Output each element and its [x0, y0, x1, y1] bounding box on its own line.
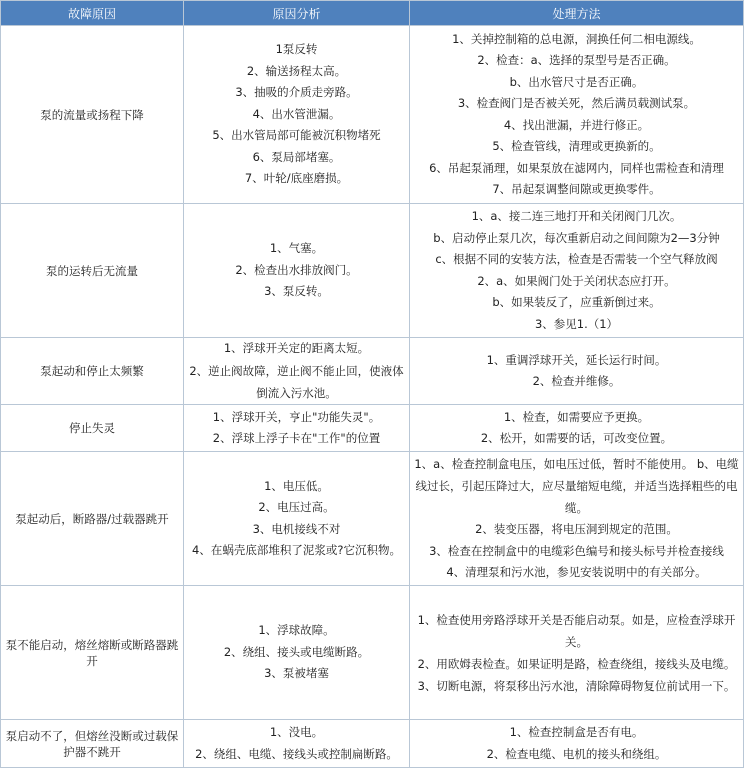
- analysis-line: 4、出水管泄漏。: [252, 106, 341, 121]
- method-line: 2、检查：a、选择的泵型号是否正确。: [477, 53, 676, 67]
- method-cell: [410, 720, 744, 768]
- analysis-line: 3、抽吸的介质走旁路。: [235, 85, 358, 100]
- analysis-line: 1泵反转: [275, 42, 318, 57]
- analysis-line: 3、泵反转。: [264, 284, 329, 299]
- method-line: 5、检查管线，清理或更换新的。: [492, 139, 661, 153]
- header-analysis: 原因分析: [184, 1, 410, 26]
- analysis-line: 2、电压过高。: [258, 500, 335, 514]
- method-line: b、出水管尺寸是否正确。: [509, 74, 644, 89]
- method-line: 4、找出泄漏，并进行修正。: [503, 117, 650, 132]
- cause-cell: 泵起动和停止太频繁: [1, 338, 184, 405]
- method-line: 1、关掉控制箱的总电源，洞换任何二相电源线。: [452, 31, 701, 46]
- analysis-line: 1、气塞。: [269, 241, 324, 256]
- analysis-line: 5、出水管局部可能被沉积物堵死: [212, 128, 381, 143]
- method-cell: [410, 405, 744, 452]
- analysis-cell: [184, 452, 410, 586]
- header-row: [1, 1, 744, 26]
- analysis-line: 7、叶轮/底座磨损。: [244, 171, 349, 186]
- analysis-cell: [184, 405, 410, 452]
- method-line: 2、装变压器，将电压洞到规定的范围。: [475, 522, 678, 537]
- analysis-line: 1、没电。: [269, 725, 324, 739]
- cause-cell: 泵的流量或扬程下降: [1, 26, 184, 204]
- analysis-line: 2、逆止阀故障，逆止阀不能止回，使液体倒流入污水池。: [189, 363, 404, 400]
- method-line: 1、检查控制盒是否有电。: [509, 725, 644, 739]
- analysis-line: 4、在蜗壳底部堆积了泥浆或?它沉积物。: [192, 543, 401, 557]
- method-line: 3、检查阀门是否被关死，然后满员载测试泵。: [457, 96, 696, 110]
- analysis-line: 1、电压低。: [264, 478, 329, 493]
- method-line: 3、参见1.（1）: [534, 316, 619, 331]
- method-line: 1、检查使用旁路浮球开关是否能启动泵。如是，应检查浮球开关。: [417, 612, 736, 649]
- method-cell: [410, 204, 744, 338]
- table-row: [1, 720, 744, 768]
- analysis-line: 2、浮球上浮子卡在"工作"的位置: [212, 431, 381, 445]
- method-line: 2、检查并维修。: [532, 374, 621, 388]
- table-row: [1, 405, 744, 452]
- cause-cell: 泵不能启动，熔丝熔断或断路器跳开: [1, 586, 184, 720]
- cause-cell: 泵启动不了，但熔丝没断或过载保护器不跳开: [1, 720, 184, 768]
- method-line: 2、用欧姆表检查。如果证明是路，检查绕组，接线头及电缆。: [417, 656, 736, 671]
- method-cell: [410, 452, 744, 586]
- method-line: 4、清理泵和污水池，参见安装说明中的有关部分。: [446, 565, 707, 580]
- method-line: 2、松开，如需要的话，可改变位置。: [480, 431, 673, 445]
- cause-cell: 停止失灵: [1, 405, 184, 452]
- header-cause: 故障原因: [1, 1, 184, 26]
- analysis-line: 1、浮球开关，亨止"功能失灵"。: [212, 409, 381, 424]
- method-line: 2、检查电缆、电机的接头和绕组。: [486, 746, 667, 761]
- method-line: 1、重调浮球开关，延长运行时间。: [486, 352, 667, 367]
- analysis-line: 3、电机接线不对: [252, 521, 341, 536]
- method-line: 1、检查，如需要应予更换。: [503, 409, 650, 424]
- method-line: c、根据不同的安装方法，检查是否需装一个空气释放阀: [435, 252, 718, 266]
- method-line: 3、切断电源，将泵移出污水池，清除障碍物复位前试用一下。: [417, 678, 736, 693]
- analysis-cell: [184, 338, 410, 405]
- method-line: b、如果装反了，应重新倒过来。: [492, 295, 661, 309]
- method-line: 7、吊起泵调整间隙或更换零件。: [492, 182, 661, 196]
- analysis-line: 2、输送扬程太高。: [246, 63, 347, 78]
- method-cell: [410, 26, 744, 204]
- analysis-line: 1、浮球故障。: [258, 623, 335, 638]
- analysis-cell: [184, 26, 410, 204]
- table-row: [1, 26, 744, 204]
- analysis-line: 1、浮球开关定的距离太短。: [223, 341, 370, 356]
- analysis-line: 3、泵被堵塞: [264, 666, 329, 681]
- method-line: 1、a、检查控制盒电压，如电压过低，暂时不能使用。 b、电缆线过长，引起压降过大，应尽量缩短电缆，并适当选择粗些的电缆。: [414, 457, 739, 516]
- analysis-cell: [184, 204, 410, 338]
- table-row: [1, 586, 744, 720]
- method-line: 3、检查在控制盒中的电缆彩色编号和接头标号并检查接线: [429, 543, 724, 558]
- table-row: [1, 338, 744, 405]
- method-cell: [410, 338, 744, 405]
- header-method: 处理方法: [410, 1, 744, 26]
- analysis-line: 2、检查出水排放阀门。: [235, 262, 358, 277]
- table-row: [1, 452, 744, 586]
- method-line: 6、吊起泵涌理，如果泵放在滤网内，同样也需检查和清理: [429, 160, 724, 175]
- analysis-line: 6、泵局部堵塞。: [252, 149, 341, 164]
- method-line: b、启动停止泵几次，每次重新启动之间间隙为2—3分钟: [433, 230, 720, 245]
- cause-cell: 泵的运转后无流量: [1, 204, 184, 338]
- table-row: [1, 204, 744, 338]
- method-line: 2、a、如果阀门处于关闭状态应打开。: [477, 273, 676, 288]
- cause-cell: 泵起动后，断路器/过载器跳开: [1, 452, 184, 586]
- analysis-line: 2、绕组、接头或电缆断路。: [223, 644, 370, 659]
- analysis-cell: [184, 586, 410, 720]
- analysis-cell: [184, 720, 410, 768]
- analysis-line: 2、绕组、电缆、接线头或控制扁断路。: [195, 746, 398, 761]
- method-line: 1、a、接二连三地打开和关闭阀门几次。: [471, 209, 682, 223]
- method-cell: [410, 586, 744, 720]
